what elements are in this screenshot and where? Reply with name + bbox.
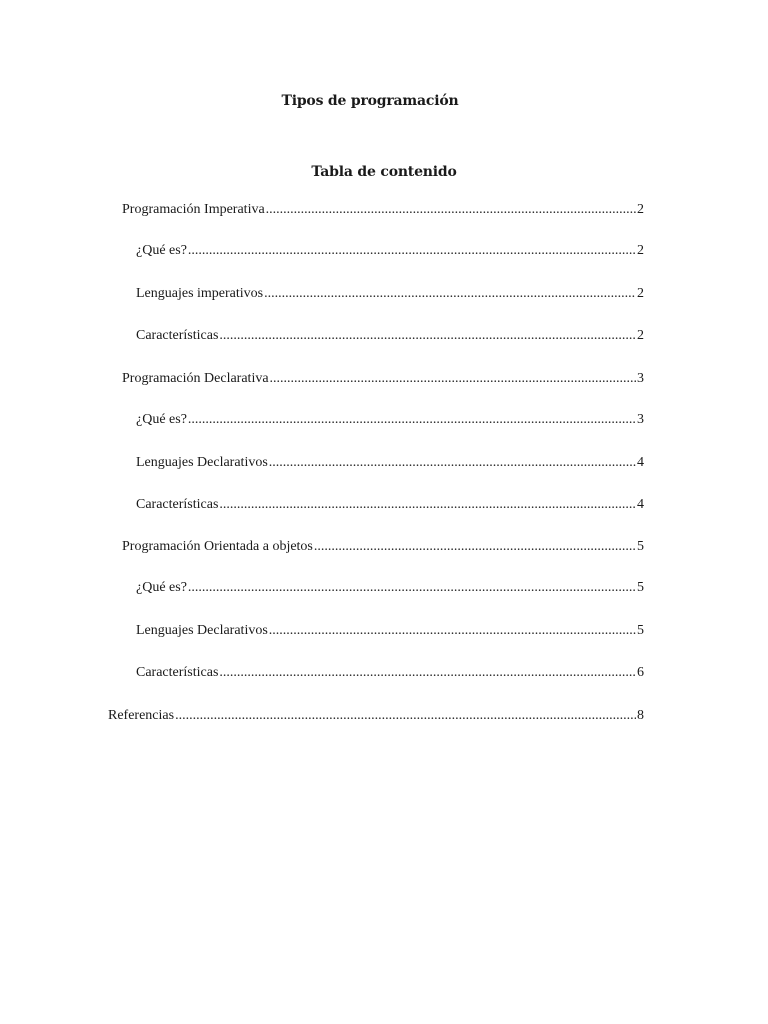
toc-entry-page: 2 [637,243,644,258]
toc-entry-lenguajes-declarativos[interactable] [136,622,644,640]
toc-entry-page: 2 [637,328,644,343]
toc-dot-leader [269,622,636,640]
toc-dot-leader [219,496,636,514]
toc-entry-label: ¿Qué es? [136,243,187,258]
toc-dot-leader [188,579,636,597]
toc-dot-leader [269,454,636,472]
toc-entry-page: 5 [637,580,644,595]
toc-entry-label: Lenguajes Declarativos [136,455,268,470]
toc-entry-lenguajes-imperativos[interactable] [136,285,644,303]
toc-dot-leader [219,664,636,682]
toc-entry-page: 2 [637,202,644,217]
toc-dot-leader [314,538,636,556]
toc-entry-lenguajes-declarativos[interactable] [136,454,644,472]
toc-entry-page: 3 [637,371,644,386]
toc-entry-caracteristicas[interactable] [136,327,644,345]
toc-entry-page: 6 [637,665,644,680]
toc-entry-label: Programación Orientada a objetos [122,539,313,554]
toc-entry-que-es[interactable] [136,242,644,260]
toc-dot-leader [270,370,636,388]
toc-dot-leader [188,411,636,429]
toc-entry-label: Características [136,665,219,680]
toc-entry-page: 4 [637,455,644,470]
toc-dot-leader [188,242,636,260]
toc-dot-leader [219,327,636,345]
toc-entry-programacion-orientada-a-objetos[interactable] [122,538,644,556]
toc-entry-label: Programación Imperativa [122,202,265,217]
toc-dot-leader [264,285,636,303]
toc-entry-caracteristicas[interactable] [136,664,644,682]
toc-entry-label: Lenguajes imperativos [136,286,264,301]
document-title: Tipos de programación [281,93,459,109]
toc-entry-referencias[interactable] [108,707,644,725]
toc-entry-label: ¿Qué es? [136,412,187,427]
toc-entry-label: Programación Declarativa [122,371,269,386]
toc-entry-programacion-imperativa[interactable] [122,201,644,219]
toc-entry-label: Características [136,328,219,343]
toc-entry-que-es[interactable] [136,579,644,597]
toc-dot-leader [266,201,636,219]
toc-entry-page: 2 [637,286,644,301]
toc-entry-que-es[interactable] [136,411,644,429]
toc-entry-label: ¿Qué es? [136,580,187,595]
toc-entry-programacion-declarativa[interactable] [122,370,644,388]
toc-entry-page: 5 [637,623,644,638]
toc-entry-page: 8 [637,708,644,723]
toc-entry-label: Lenguajes Declarativos [136,623,268,638]
toc-entry-label: Características [136,497,219,512]
toc-heading: Tabla de contenido [311,164,457,180]
toc-entry-page: 3 [637,412,644,427]
toc-entry-page: 4 [637,497,644,512]
toc-entry-label: Referencias [108,708,175,723]
toc-entry-page: 5 [637,539,644,554]
toc-entry-caracteristicas[interactable] [136,496,644,514]
toc-dot-leader [175,707,636,725]
